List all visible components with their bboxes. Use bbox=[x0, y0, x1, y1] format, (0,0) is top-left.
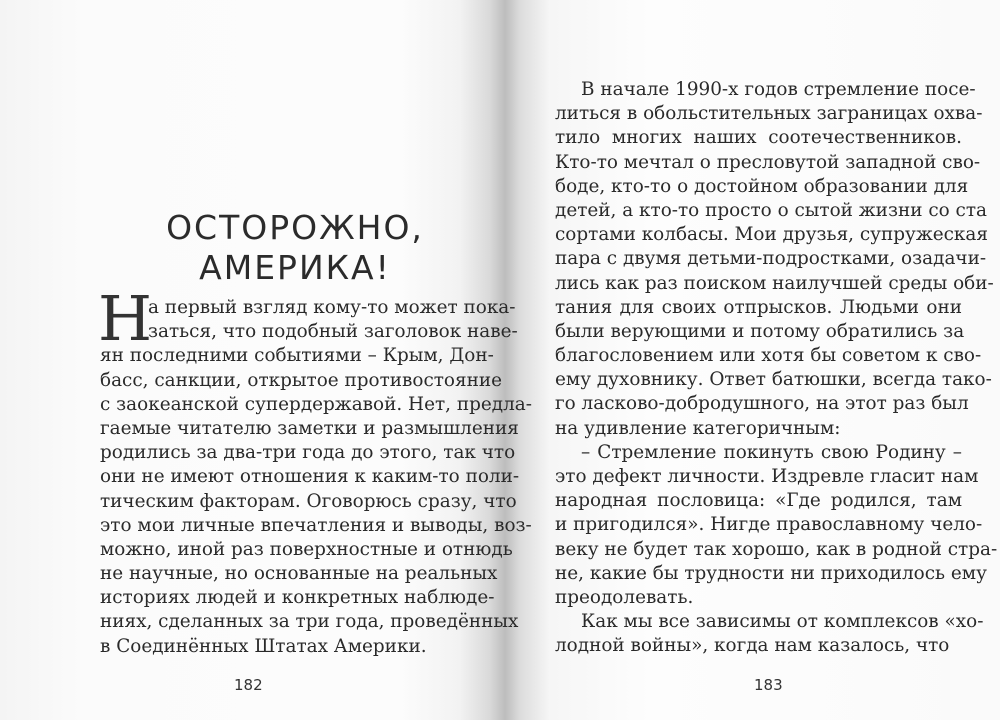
text-line: боде, кто-то о достойном образовании для bbox=[555, 175, 969, 197]
text-line: тания для своих отпрысков. Людьми они bbox=[555, 296, 962, 318]
text-line: сортами колбасы. Мои друзья, супружеская bbox=[555, 224, 988, 246]
text-line: детей, а кто-то просто о сытой жизни со ста bbox=[555, 199, 987, 221]
right-page bbox=[500, 0, 1000, 720]
left-body-text bbox=[100, 296, 532, 659]
text-line: народная пословица: «Где родился, там bbox=[555, 490, 962, 512]
text-line: не научные, но основанные на реальных bbox=[100, 563, 498, 585]
text-line: заться, что подобный заголовок наве- bbox=[148, 321, 518, 343]
text-line: были верующими и потому обратились за bbox=[555, 320, 965, 342]
text-line: на удивление категоричным: bbox=[555, 417, 841, 439]
text-line: тило многих наших соотечественников. bbox=[555, 127, 962, 149]
text-line: В начале 1990-х годов стремление посе- bbox=[581, 79, 976, 100]
text-line: басс, санкции, открытое противостояние bbox=[100, 369, 503, 391]
text-line: ян последними событиями – Крым, Дон- bbox=[100, 345, 494, 367]
text-line: в Соединённых Штатах Америки. bbox=[100, 635, 427, 657]
text-line: не, какие бы трудности ни приходилось ему bbox=[555, 562, 987, 584]
text-line: – Стремление покинуть свою Родину – bbox=[581, 441, 962, 463]
text-line: лодной войны», когда нам казалось, что bbox=[555, 635, 950, 657]
text-line: Как мы все зависимы от комплексов «хо- bbox=[581, 611, 984, 633]
text-line: можно, иной раз поверхностные и отнюдь bbox=[100, 538, 513, 560]
text-line: тическим факторам. Оговорюсь сразу, что bbox=[100, 490, 517, 512]
text-line: родились за два-три года до этого, так что bbox=[100, 442, 516, 464]
text-line: литься в обольстительных заграницах охва- bbox=[555, 103, 983, 125]
text-line: историях людей и конкретных наблюде- bbox=[100, 587, 495, 609]
text-line: Кто-то мечтал о пресловутой западной сво- bbox=[555, 151, 981, 173]
chapter-title-line-1: ОСТОРОЖНО, bbox=[166, 208, 424, 247]
text-line: гаемые читателю заметки и размышления bbox=[100, 417, 519, 439]
text-line: они не имеют отношения к каким-то поли- bbox=[100, 466, 520, 488]
page-number-right: 183 bbox=[754, 676, 783, 694]
right-body-text bbox=[555, 78, 998, 659]
text-line: веку не будет так хорошо, как в родной стра- bbox=[555, 538, 998, 560]
page-number-left: 182 bbox=[234, 676, 263, 694]
chapter-title-line-2: АМЕРИКА! bbox=[199, 248, 391, 287]
text-line: ниях, сделанных за три года, проведённых bbox=[100, 611, 519, 633]
text-line: это дефект личности. Издревле гласит нам bbox=[555, 466, 979, 487]
text-line: благословением или хотя бы советом к сво- bbox=[555, 345, 982, 367]
text-line: пара с двумя детьми-подростками, озадачи- bbox=[555, 248, 987, 270]
text-line: а первый взгляд кому-то может пока- bbox=[148, 297, 516, 318]
text-line: преодолевать. bbox=[555, 586, 694, 608]
text-line: и пригодился». Нигде православному чело- bbox=[555, 514, 983, 536]
text-line: ему духовнику. Ответ батюшки, всегда тако- bbox=[555, 369, 992, 391]
text-line: го ласково-добродушного, на этот раз был bbox=[555, 393, 969, 415]
text-line: это мои личные впечатления и выводы, воз- bbox=[100, 514, 532, 536]
text-line: лись как раз поиском наилучшей среды оби- bbox=[555, 272, 994, 294]
drop-cap: Н bbox=[98, 282, 153, 355]
text-line: с заокеанской супердержавой. Нет, предла- bbox=[100, 393, 532, 415]
